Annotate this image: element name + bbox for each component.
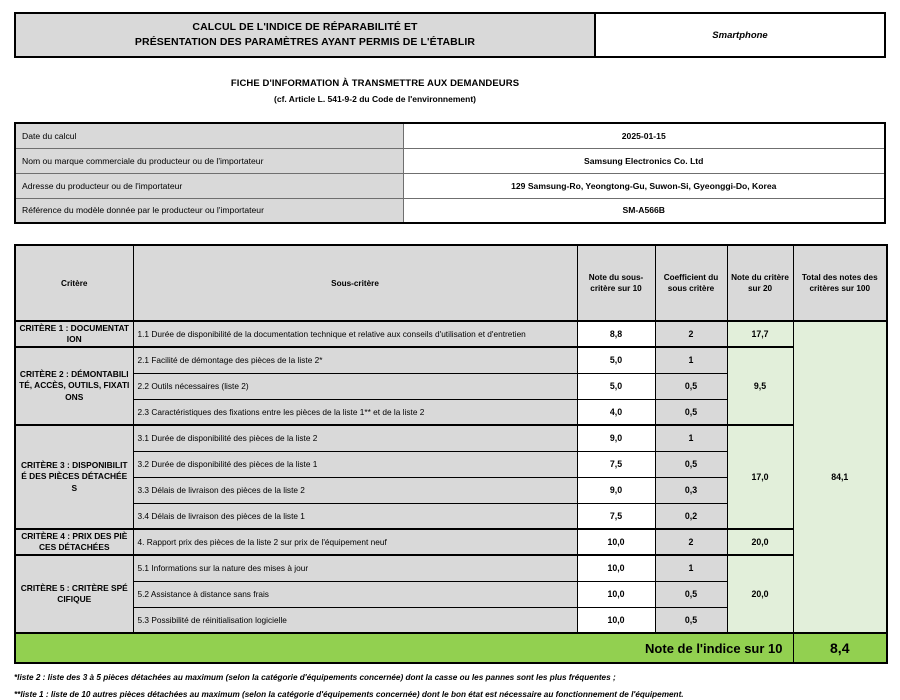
subcriterion-note: 5,0 [577, 347, 655, 373]
subcriterion-note: 4,0 [577, 399, 655, 425]
table-row [15, 555, 887, 581]
subcriterion-note: 9,0 [577, 425, 655, 451]
column-header-sous-critere: Sous-critère [133, 245, 577, 321]
column-header-critere: Critère [15, 245, 133, 321]
subcriterion-note: 7,5 [577, 503, 655, 529]
subcriterion-note: 9,0 [577, 477, 655, 503]
info-label-date: Date du calcul [15, 123, 403, 148]
table-row [15, 123, 885, 148]
subcriterion-coefficient: 0,3 [655, 477, 727, 503]
subcriterion-note: 10,0 [577, 607, 655, 633]
criterion-score-4: 20,0 [727, 529, 793, 555]
subcriterion-label: 4. Rapport prix des pièces de la liste 2 sur prix de l'équipement neuf [133, 529, 577, 555]
subcriterion-label: 3.4 Délais de livraison des pièces de la liste 1 [133, 503, 577, 529]
subcriterion-note: 10,0 [577, 529, 655, 555]
producer-info-table [14, 122, 886, 224]
table-row [15, 173, 885, 198]
subcriterion-coefficient: 0,2 [655, 503, 727, 529]
document-banner [14, 12, 886, 58]
footnote-liste-1: **liste 1 : liste de 10 autres pièces détachées au maximum (selon la catégorie d'équipements concernée) dont le bon état est nécessaire au fonctionnement de l'équipement. [14, 690, 684, 699]
product-category: Smartphone [596, 14, 884, 56]
footnotes [14, 672, 886, 700]
info-label-brand: Nom ou marque commerciale du producteur ou de l'importateur [15, 148, 403, 173]
document-title-line1: CALCUL DE L'INDICE DE RÉPARABILITÉ ET [192, 21, 418, 33]
subcriterion-coefficient: 0,5 [655, 451, 727, 477]
column-header-note-critere: Note du critère sur 20 [727, 245, 793, 321]
criterion-name-5: CRITÈRE 5 : CRITÈRE SPÉCIFIQUE [15, 555, 133, 633]
subcriterion-label: 3.1 Durée de disponibilité des pièces de la liste 2 [133, 425, 577, 451]
column-header-note-sous-critere: Note du sous-critère sur 10 [577, 245, 655, 321]
criterion-score-1: 17,7 [727, 321, 793, 347]
subcriterion-label: 2.2 Outils nécessaires (liste 2) [133, 373, 577, 399]
final-index-label: Note de l'indice sur 10 [15, 633, 793, 663]
info-value-address: 129 Samsung-Ro, Yeongtong-Gu, Suwon-Si, Gyeonggi-Do, Korea [403, 173, 885, 198]
subheading [0, 78, 900, 104]
criterion-name-3: CRITÈRE 3 : DISPONIBILITÉ DES PIÈCES DÉTACHÉES [15, 425, 133, 529]
total-score-100: 84,1 [793, 321, 887, 633]
info-value-model: SM-A566B [403, 198, 885, 223]
subcriterion-label: 3.3 Délais de livraison des pièces de la liste 2 [133, 477, 577, 503]
subcriterion-label: 5.3 Possibilité de réinitialisation logicielle [133, 607, 577, 633]
subcriterion-coefficient: 2 [655, 321, 727, 347]
subcriterion-coefficient: 0,5 [655, 399, 727, 425]
subcriterion-note: 8,8 [577, 321, 655, 347]
subcriterion-label: 1.1 Durée de disponibilité de la documentation technique et relative aux conseils d'utilisation et d'entretien [133, 321, 577, 347]
document-title-line2: PRÉSENTATION DES PARAMÈTRES AYANT PERMIS DE L'ÉTABLIR [134, 36, 476, 48]
subcriterion-coefficient: 2 [655, 529, 727, 555]
subcriterion-coefficient: 1 [655, 347, 727, 373]
criterion-name-2: CRITÈRE 2 : DÉMONTABILITÉ, ACCÈS, OUTILS, FIXATIONS [15, 347, 133, 425]
document-page [0, 12, 900, 699]
subcriterion-label: 5.2 Assistance à distance sans frais [133, 581, 577, 607]
subcriterion-coefficient: 0,5 [655, 373, 727, 399]
subheading-line2: (cf. Article L. 541-9-2 du Code de l'environnement) [274, 94, 476, 104]
subcriterion-note: 10,0 [577, 555, 655, 581]
subheading-line1: FICHE D'INFORMATION À TRANSMETTRE AUX DEMANDEURS [230, 78, 520, 89]
criterion-name-1: CRITÈRE 1 : DOCUMENTATION [15, 321, 133, 347]
table-row [15, 529, 887, 555]
subcriterion-label: 5.1 Informations sur la nature des mises à jour [133, 555, 577, 581]
info-value-brand: Samsung Electronics Co. Ltd [403, 148, 885, 173]
criterion-score-5: 20,0 [727, 555, 793, 633]
info-value-date: 2025-01-15 [403, 123, 885, 148]
info-label-address: Adresse du producteur ou de l'importateur [15, 173, 403, 198]
subcriterion-label: 3.2 Durée de disponibilité des pièces de la liste 1 [133, 451, 577, 477]
subcriterion-label: 2.3 Caractéristiques des fixations entre les pièces de la liste 1** et de la liste 2 [133, 399, 577, 425]
subcriterion-note: 10,0 [577, 581, 655, 607]
table-row [15, 321, 887, 347]
subcriterion-coefficient: 0,5 [655, 581, 727, 607]
subcriterion-coefficient: 1 [655, 425, 727, 451]
footnote-liste-2: *liste 2 : liste des 3 à 5 pièces détachées au maximum (selon la catégorie d'équipements concernée) dont la casse ou les pannes sont les plus fréquentes ; [14, 673, 616, 682]
table-row [15, 347, 887, 373]
column-header-total: Total des notes des critères sur 100 [793, 245, 887, 321]
criterion-name-4: CRITÈRE 4 : PRIX DES PIÈCES DÉTACHÉES [15, 529, 133, 555]
subcriterion-coefficient: 1 [655, 555, 727, 581]
criterion-score-2: 9,5 [727, 347, 793, 425]
final-index-value: 8,4 [793, 633, 887, 663]
criterion-score-3: 17,0 [727, 425, 793, 529]
subcriterion-note: 5,0 [577, 373, 655, 399]
final-index-row [15, 633, 887, 663]
column-header-coefficient: Coefficient du sous critère [655, 245, 727, 321]
document-title [16, 14, 596, 56]
table-row [15, 148, 885, 173]
table-header-row [15, 245, 887, 321]
table-row [15, 198, 885, 223]
info-label-model: Référence du modèle donnée par le producteur ou l'importateur [15, 198, 403, 223]
subcriterion-label: 2.1 Facilité de démontage des pièces de la liste 2* [133, 347, 577, 373]
subcriterion-note: 7,5 [577, 451, 655, 477]
repairability-score-table [14, 244, 888, 664]
table-row [15, 425, 887, 451]
subcriterion-coefficient: 0,5 [655, 607, 727, 633]
